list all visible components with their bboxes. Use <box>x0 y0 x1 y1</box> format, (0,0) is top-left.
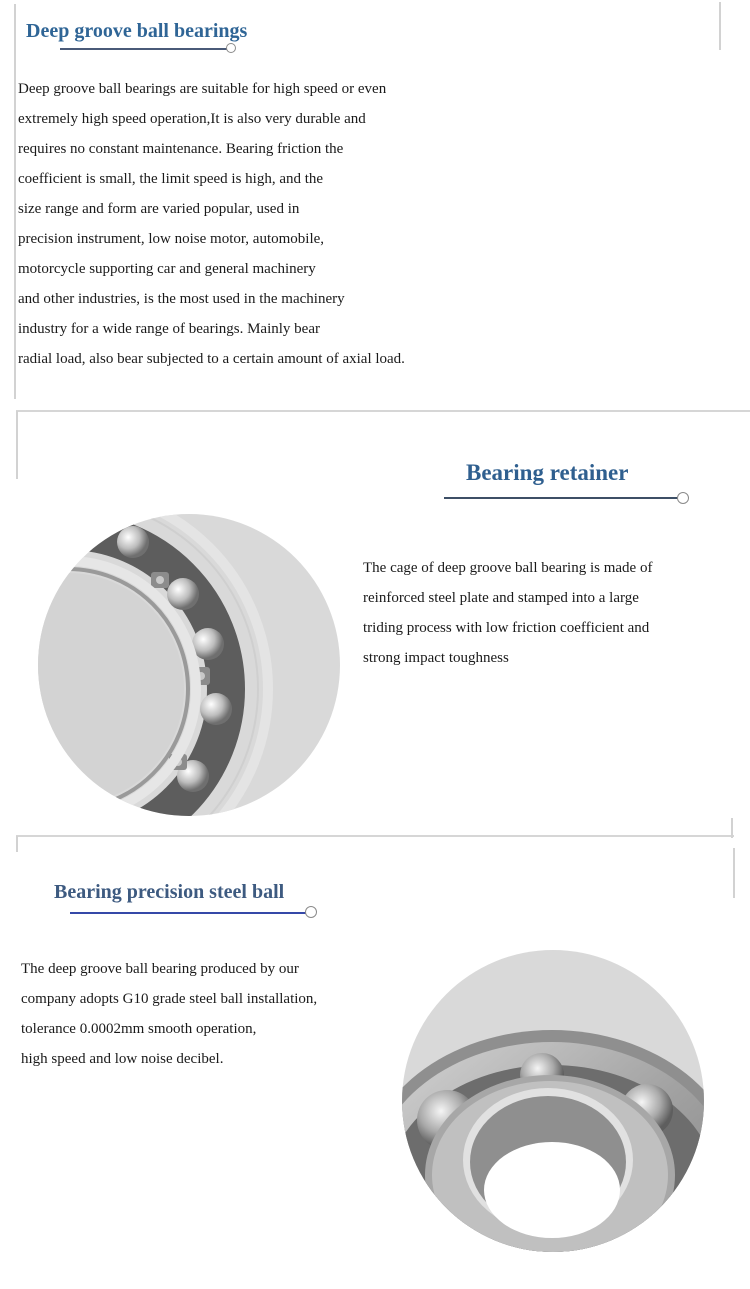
frame-line-left-top <box>14 4 16 399</box>
underline-knob-icon <box>305 906 317 918</box>
section-paragraph <box>363 553 652 673</box>
section-paragraph <box>18 74 405 374</box>
frame-line-right-low <box>731 818 733 838</box>
frame-line-left-low <box>16 836 18 852</box>
paragraph-line: coefficient is small, the limit speed is high, and the <box>18 171 324 187</box>
bearing-cage-image <box>38 514 340 816</box>
section-paragraph <box>21 954 317 1074</box>
frame-line-left-mid <box>16 411 18 479</box>
paragraph-line: The cage of deep groove ball bearing is made of <box>363 560 653 576</box>
paragraph-line: reinforced steel plate and stamped into a large <box>363 590 639 606</box>
sealed-bearing-image <box>385 95 665 365</box>
section-divider-1 <box>16 410 750 412</box>
paragraph-line: precision instrument, low noise motor, automobile, <box>18 231 325 247</box>
underline-knob-icon <box>677 492 689 504</box>
section-heading: Bearing precision steel ball <box>54 881 285 903</box>
paragraph-line: Deep groove ball bearings are suitable for high speed or even <box>18 81 387 97</box>
paragraph-line: requires no constant maintenance. Bearing friction the <box>18 141 344 157</box>
paragraph-line: company adopts G10 grade steel ball installation, <box>21 991 318 1007</box>
section-divider-2 <box>16 835 734 837</box>
paragraph-line: tolerance 0.0002mm smooth operation, <box>21 1021 257 1037</box>
paragraph-line: industry for a wide range of bearings. Mainly bear <box>18 321 320 337</box>
paragraph-line: radial load, also bear subjected to a certain amount of axial load. <box>18 351 405 367</box>
paragraph-line: size range and form are varied popular, used in <box>18 201 300 217</box>
heading-underline <box>60 48 228 50</box>
paragraph-line: triding process with low friction coefficient and <box>363 620 650 636</box>
paragraph-line: strong impact toughness <box>363 650 509 666</box>
section-heading: Bearing retainer <box>466 460 629 485</box>
frame-line-right-top <box>719 2 721 50</box>
heading-underline <box>444 497 678 499</box>
paragraph-line: motorcycle supporting car and general machinery <box>18 261 316 277</box>
steel-ball-bearing-image <box>402 950 704 1252</box>
heading-underline <box>70 912 306 914</box>
paragraph-line: and other industries, is the most used in the machinery <box>18 291 345 307</box>
paragraph-line: high speed and low noise decibel. <box>21 1051 224 1067</box>
underline-knob-icon <box>226 43 236 53</box>
frame-line-right-low-2 <box>733 848 735 898</box>
paragraph-line: extremely high speed operation,It is also very durable and <box>18 111 366 127</box>
section-heading: Deep groove ball bearings <box>26 20 248 42</box>
paragraph-line: The deep groove ball bearing produced by our <box>21 961 299 977</box>
